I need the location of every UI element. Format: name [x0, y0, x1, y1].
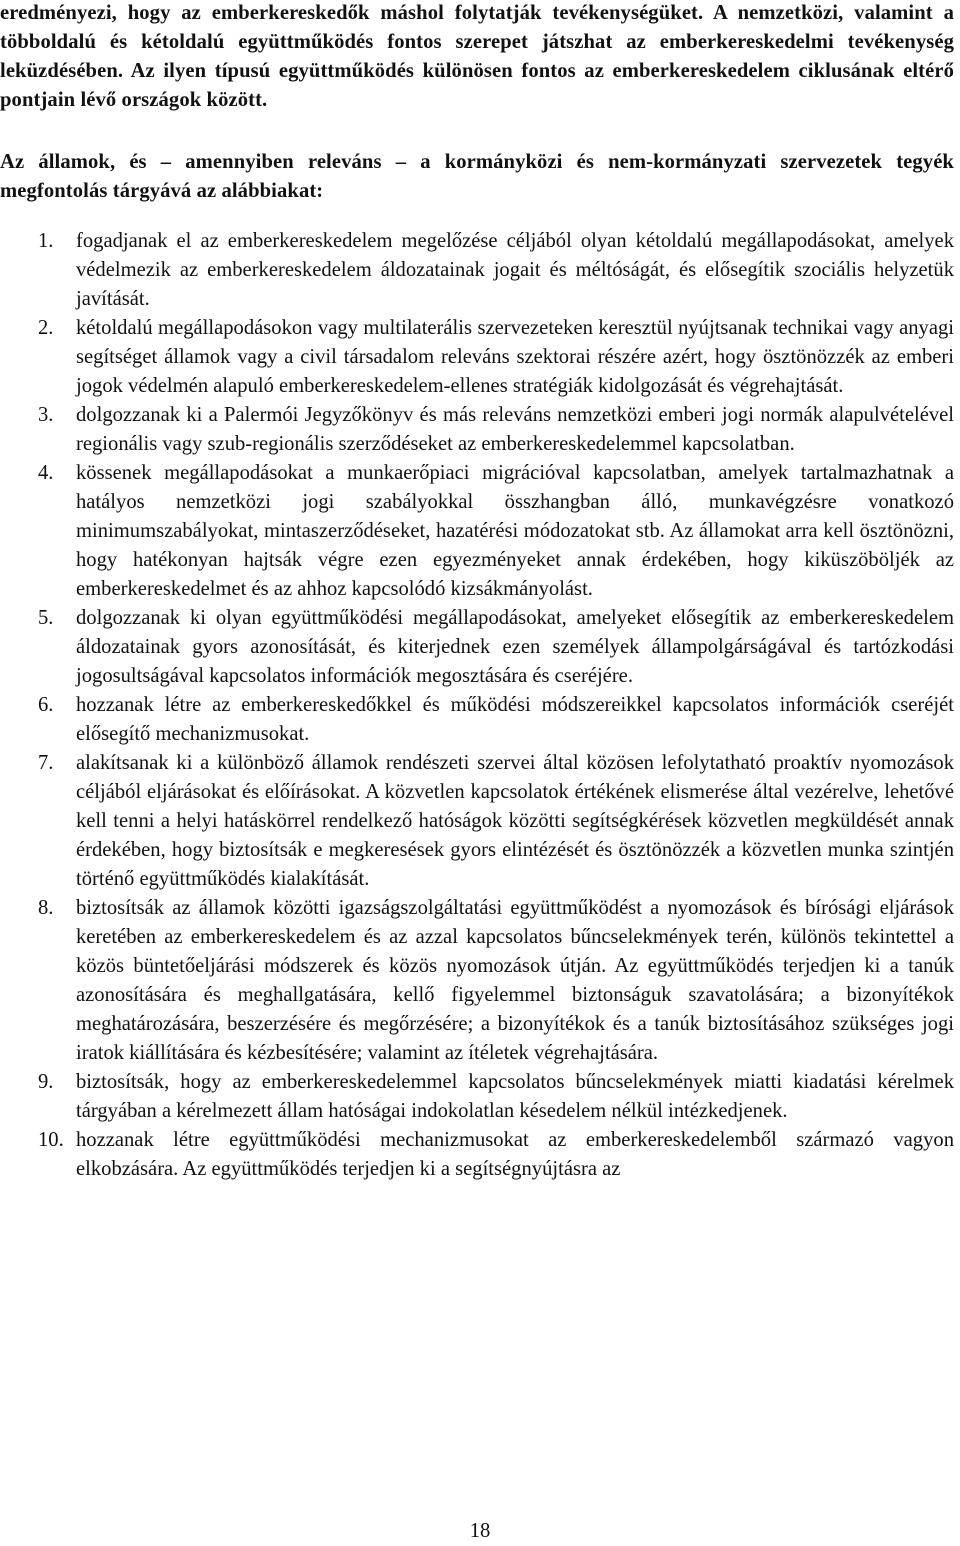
list-item-number: 9.: [38, 1071, 54, 1093]
list-item: [0, 691, 954, 749]
list-item-number: 3.: [38, 404, 54, 426]
list-item: [0, 459, 954, 604]
list-item: [0, 227, 954, 314]
list-item-number: 4.: [38, 462, 54, 484]
list-item: [0, 401, 954, 459]
recommendation-list: [0, 227, 954, 1184]
list-item-number: 2.: [38, 317, 54, 339]
list-item-text: dolgozzanak ki olyan együttműködési megállapodásokat, amelyeket elősegítik az emberkereskedelem áldozatainak gyors azonosítását, és kiterjednek ezen személyek állampolgárságával és tartózkodási jogosultságával kapcsolatos információk megosztására és cseréjére.: [76, 607, 954, 687]
list-item-number: 7.: [38, 752, 54, 774]
list-item-number: 8.: [38, 897, 54, 919]
intro-paragraph: eredményezi, hogy az emberkereskedők máshol folytatják tevékenységüket. A nemzetközi, valamint a többoldalú és kétoldalú együttműködés fontos szerepet játszhat az emberkereskedelmi tevékenység leküzdésében. Az ilyen típusú együttműködés különösen fontos az emberkereskedelem ciklusának eltérő pontjain lévő országok között.: [0, 2, 954, 111]
list-item-number: 10.: [38, 1129, 64, 1151]
list-item-text: fogadjanak el az emberkereskedelem megelőzése céljából olyan kétoldalú megállapodásokat, amelyek védelmezik az emberkereskedelem áldozatainak jogait és méltóságát, és elősegítik szociális helyzetük javítását.: [76, 230, 954, 310]
list-item-number: 1.: [38, 230, 54, 252]
list-item: [0, 749, 954, 894]
instruction-paragraph: Az államok, és – amennyiben releváns – a kormányközi és nem-kormányzati szervezetek tegyék megfontolás tárgyává az alábbiakat:: [0, 151, 954, 202]
list-item-text: hozzanak létre együttműködési mechanizmusokat az emberkereskedelemből származó vagyon elkobzására. Az együttműködés terjedjen ki a segítségnyújtásra az: [76, 1129, 954, 1180]
list-item-text: biztosítsák az államok közötti igazságszolgáltatási együttműködést a nyomozások és bírósági eljárások keretében az emberkereskedelem és az azzal kapcsolatos bűncselekmények terén, különös tekintettel a közös büntetőeljárási módszerek és közös nyomozások útján. Az együttműködés terjedjen ki a tanúk azonosítására és meghallgatására, kellő figyelemmel biztonságuk szavatolására; a bizonyítékok meghatározására, beszerzésére és megőrzésére; a bizonyítékok és a tanúk biztosításához szükséges jogi iratok kiállítására és kézbesítésére; valamint az ítéletek végrehajtására.: [76, 897, 954, 1064]
list-item-number: 6.: [38, 694, 54, 716]
list-item-text: kössenek megállapodásokat a munkaerőpiaci migrációval kapcsolatban, amelyek tartalmazhatnak a hatályos nemzetközi jogi szabályokkal összhangban álló, munkavégzésre vonatkozó minimumszabályokat, mintaszerződéseket, hazatérési módozatokat stb. Az államokat arra kell ösztönözni, hogy hatékonyan hajtsák végre ezen egyezményeket annak érdekében, hogy kiküszöböljék az emberkereskedelmet és az ahhoz kapcsolódó kizsákmányolást.: [76, 462, 954, 600]
list-item: [0, 1068, 954, 1126]
page-number: 18: [469, 1520, 491, 1542]
list-item-text: hozzanak létre az emberkereskedőkkel és működési módszereikkel kapcsolatos információk cseréjét elősegítő mechanizmusokat.: [76, 694, 954, 745]
list-item-number: 5.: [38, 607, 54, 629]
list-item: [0, 1126, 954, 1184]
list-item: [0, 314, 954, 401]
list-item-text: kétoldalú megállapodásokon vagy multilaterális szervezeteken keresztül nyújtsanak technikai vagy anyagi segítséget államok vagy a civil társadalom releváns szektorai részére azért, hogy ösztönözzék az emberi jogok védelmén alapuló emberkereskedelem-ellenes stratégiák kidolgozását és végrehajtását.: [76, 317, 954, 397]
list-item: [0, 604, 954, 691]
list-item-text: biztosítsák, hogy az emberkereskedelemmel kapcsolatos bűncselekmények miatti kiadatási kérelmek tárgyában a kérelmezett állam hatóságai indokolatlan késedelem nélkül intézkedjenek.: [76, 1071, 954, 1122]
list-item: [0, 894, 954, 1068]
list-item-text: alakítsanak ki a különböző államok rendészeti szervei által közösen lefolytatható proaktív nyomozások céljából eljárásokat és előírásokat. A közvetlen kapcsolatok értékének elismerése által vezérelve, lehetővé kell tenni a helyi hatáskörrel rendelkező hatóságok közötti segítségkérések közvetlen megküldését annak érdekében, hogy biztosítsák e megkeresések gyors elintézését és ösztönözzék a közvetlen munka szintjén történő együttműködés kialakítását.: [76, 752, 954, 890]
list-item-text: dolgozzanak ki a Palermói Jegyzőkönyv és más releváns nemzetközi emberi jogi normák alapulvételével regionális vagy szub-regionális szerződéseket az emberkereskedelemmel kapcsolatban.: [76, 404, 954, 455]
